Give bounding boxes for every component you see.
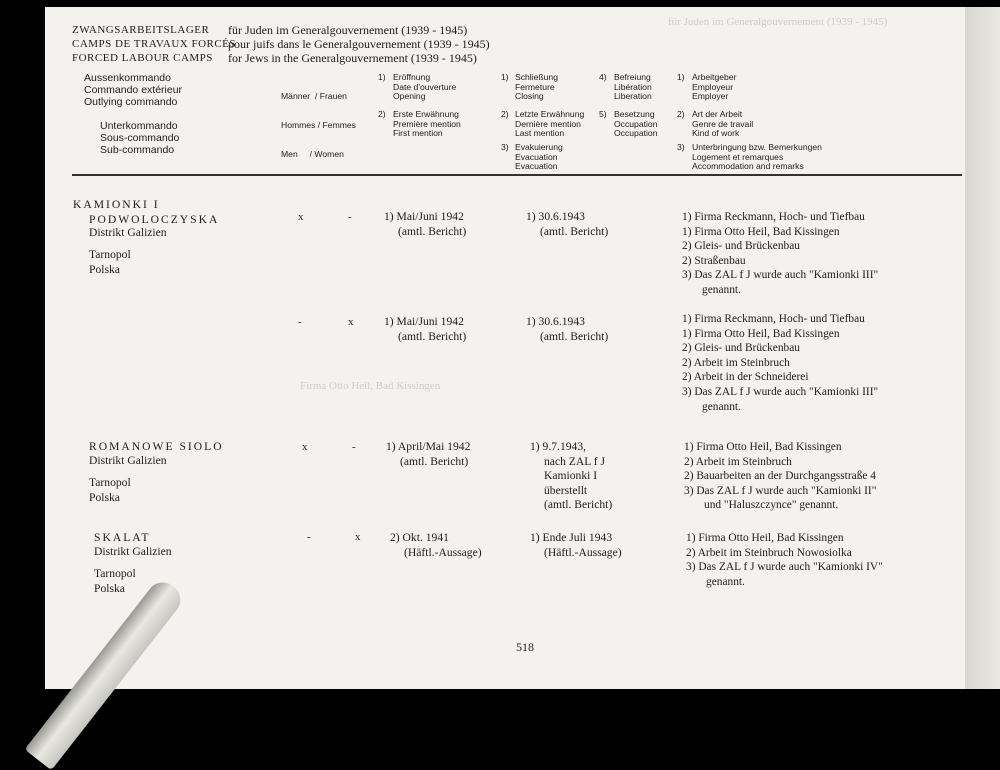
bleed-through-text: für Juden im Generalgouvernement (1939 - 1945) — [668, 16, 888, 28]
place-line: Tarnopol — [89, 248, 131, 261]
place — [89, 476, 131, 505]
closing-line: überstellt — [544, 483, 588, 497]
opening-date — [386, 440, 470, 469]
label-de: Schließung — [515, 72, 558, 82]
employer-remarks — [682, 210, 878, 298]
subtitle-en: for Jews in the Generalgouvernement (1939 - 1945) — [228, 51, 477, 65]
district: Distrikt Galizien — [89, 226, 167, 239]
label-en: Employer — [692, 91, 729, 102]
header-evacuation — [501, 142, 563, 172]
employer-line: 3) Das ZAL f J wurde auch "Kamionki III" — [682, 269, 879, 282]
opening-date — [384, 315, 466, 344]
employer-line: 2) Bauarbeiten an der Durchgangsstraße 4 — [684, 470, 876, 483]
employer-line: 1) Firma Otto Heil, Bad Kissingen — [684, 441, 842, 453]
employer-line: 1) Firma Reckmann, Hoch- und Tiefbau — [682, 313, 865, 325]
page-number: 518 — [516, 640, 534, 654]
employer-line: 1) Firma Otto Heil, Bad Kissingen — [682, 225, 840, 238]
label-fr: Dernière mention — [515, 118, 581, 129]
label-fr: Logement et remarques — [692, 151, 784, 162]
employer-line: 3) Das ZAL f J wurde auch "Kamionki II" — [684, 484, 877, 497]
district: Distrikt Galizien — [94, 545, 172, 558]
label-fr: Fermeture — [515, 81, 555, 92]
employer-line: genannt. — [702, 400, 741, 413]
subtitle-de: für Juden im Generalgouvernement (1939 - 1945) — [228, 23, 468, 37]
men-marker: - — [298, 316, 302, 328]
header-divider — [72, 174, 962, 176]
column-number: 3) — [501, 142, 509, 152]
title-fr: CAMPS DE TRAVAUX FORCÉS — [72, 38, 237, 50]
label-fr: Commando extérieur — [84, 84, 183, 96]
employer-remarks — [686, 531, 883, 589]
closing-line: (amtl. Bericht) — [544, 498, 613, 512]
closing-line: (Häftl.-Aussage) — [544, 545, 622, 559]
closing-line: (amtl. Bericht) — [540, 224, 609, 238]
column-number: 2) — [378, 109, 386, 119]
label-en: Closing — [515, 91, 544, 102]
header-closing — [501, 72, 558, 102]
header-gender — [281, 73, 356, 169]
employer-line: 1) Firma Reckmann, Hoch- und Tiefbau — [682, 211, 865, 223]
closing-line: nach ZAL f J — [544, 454, 606, 468]
column-number: 2) — [677, 109, 685, 119]
label-de: Eröffnung — [393, 72, 431, 82]
opening-date — [390, 531, 482, 560]
women-marker: x — [348, 316, 354, 328]
header-liberation — [599, 72, 652, 102]
label-de: Befreiung — [614, 72, 651, 82]
employer-line: 3) Das ZAL f J wurde auch "Kamionki III" — [682, 385, 879, 398]
opening-line: 1) Mai/Juni 1942 — [384, 210, 464, 223]
label-en: Men / Women — [281, 148, 344, 159]
label-fr: Sous-commando — [100, 132, 180, 144]
title-de: ZWANGSARBEITSLAGER — [72, 24, 210, 36]
women-marker: - — [352, 441, 356, 453]
district: Distrikt Galizien — [89, 454, 167, 467]
men-marker: x — [298, 211, 304, 223]
employer-remarks — [682, 312, 878, 414]
label-fr: Genre de travail — [692, 118, 754, 129]
closing-line: 1) 30.6.1943 — [526, 315, 585, 328]
employer-line: 3) Das ZAL f J wurde auch "Kamionki IV" — [686, 561, 883, 574]
label-fr: Occupation — [614, 118, 658, 129]
header-first-mention — [378, 109, 461, 139]
camp-name: SKALAT — [94, 531, 151, 544]
closing-line: (amtl. Bericht) — [540, 329, 609, 343]
place-line: Polska — [89, 262, 120, 276]
bleed-through-text: Firma Otto Heil, Bad Kissingen — [300, 380, 441, 392]
employer-remarks — [684, 440, 876, 513]
column-number: 1) — [378, 72, 386, 82]
label-de: Letzte Erwähnung — [515, 109, 585, 119]
column-number: 2) — [501, 109, 509, 119]
closing-line: 1) 30.6.1943 — [526, 210, 585, 223]
header-remarks — [677, 142, 822, 172]
place-line: Polska — [89, 490, 120, 504]
column-number: 3) — [677, 142, 685, 152]
label-de: Aussenkommando — [84, 72, 171, 84]
employer-line: 2) Straßenbau — [682, 254, 746, 267]
label-en: Sub-commando — [100, 144, 175, 156]
label-fr: Date d'ouverture — [393, 81, 457, 92]
opening-date — [384, 210, 466, 239]
opening-line: 1) April/Mai 1942 — [386, 440, 471, 453]
column-number: 1) — [501, 72, 509, 82]
camp-name — [73, 198, 219, 227]
opening-line: (amtl. Bericht) — [400, 454, 469, 468]
men-marker: x — [302, 441, 308, 453]
place-line: Tarnopol — [94, 567, 136, 580]
label-de: Unterbringung bzw. Bemerkungen — [692, 142, 822, 152]
closing-date — [530, 531, 622, 560]
label-en: Outlying commando — [84, 96, 178, 108]
camp-subtitle — [228, 23, 490, 65]
header-sub-commando — [100, 120, 179, 156]
men-marker: - — [307, 531, 311, 543]
closing-date — [530, 440, 612, 513]
employer-line: 1) Firma Otto Heil, Bad Kissingen — [686, 532, 844, 544]
employer-line: 1) Firma Otto Heil, Bad Kissingen — [682, 327, 840, 340]
label-de: Unterkommando — [100, 120, 178, 132]
column-number: 5) — [599, 109, 607, 119]
camp-name-line: KAMIONKI I — [73, 198, 160, 211]
label-de: Art der Arbeit — [692, 109, 743, 119]
header-last-mention — [501, 109, 585, 139]
place-line: Tarnopol — [89, 476, 131, 489]
place — [89, 248, 131, 277]
employer-line: genannt. — [702, 283, 741, 296]
camp-name: ROMANOWE SIOLO — [89, 440, 224, 453]
place-line: Polska — [94, 581, 125, 595]
header-opening — [378, 72, 457, 102]
header-occupation — [599, 109, 658, 139]
label-de: Evakuierung — [515, 142, 563, 152]
camp-name-line: PODWOLOCZYSKA — [89, 212, 220, 226]
label-fr: Employeur — [692, 81, 734, 92]
label-en: Accommodation and remarks — [692, 161, 804, 172]
book-spine — [965, 7, 1000, 689]
header-outlying-commando — [84, 72, 182, 108]
employer-line: 2) Gleis- und Brückenbau — [682, 342, 800, 355]
label-de: Männer / Frauen — [281, 91, 347, 102]
employer-line: 2) Arbeit im Steinbruch — [684, 455, 792, 468]
opening-line: (amtl. Bericht) — [398, 329, 467, 343]
label-de: Arbeitgeber — [692, 72, 737, 82]
label-en: Opening — [393, 91, 426, 102]
title-en: FORCED LABOUR CAMPS — [72, 52, 213, 64]
women-marker: x — [355, 531, 361, 543]
employer-line: und "Haluszczynce" genannt. — [704, 499, 839, 512]
opening-line: 1) Mai/Juni 1942 — [384, 315, 464, 328]
header-employer — [677, 72, 737, 102]
label-de: Erste Erwähnung — [393, 109, 459, 119]
label-fr: Libération — [614, 81, 652, 92]
closing-line: 1) Ende Juli 1943 — [530, 531, 613, 544]
label-en: Evacuation — [515, 161, 558, 172]
opening-line: 2) Okt. 1941 — [390, 531, 449, 544]
column-number: 4) — [599, 72, 607, 82]
closing-date — [526, 210, 608, 239]
label-fr: Hommes / Femmes — [281, 119, 356, 130]
employer-line: 2) Arbeit im Steinbruch Nowosiolka — [686, 546, 852, 559]
closing-date — [526, 315, 608, 344]
label-fr: Première mention — [393, 118, 461, 129]
column-number: 1) — [677, 72, 685, 82]
label-de: Besetzung — [614, 109, 655, 119]
closing-line: 1) 9.7.1943, — [530, 440, 587, 453]
label-en: Last mention — [515, 128, 565, 139]
label-en: Kind of work — [692, 128, 740, 139]
employer-line: 2) Gleis- und Brückenbau — [682, 240, 800, 253]
closing-line: Kamionki I — [544, 469, 598, 483]
place — [94, 567, 136, 596]
label-fr: Evacuation — [515, 151, 558, 162]
employer-line: 2) Arbeit im Steinbruch — [682, 356, 790, 369]
header-kind-of-work — [677, 109, 754, 139]
label-en: First mention — [393, 128, 443, 139]
employer-line: 2) Arbeit in der Schneiderei — [682, 371, 809, 384]
subtitle-fr: pour juifs dans le Generalgouvernement (1939 - 1945) — [228, 37, 490, 51]
opening-line: (Häftl.-Aussage) — [404, 545, 482, 559]
label-en: Occupation — [614, 128, 658, 139]
camp-type-title — [72, 23, 236, 65]
employer-line: genannt. — [706, 575, 745, 588]
label-en: Liberation — [614, 91, 652, 102]
opening-line: (amtl. Bericht) — [398, 224, 467, 238]
women-marker: - — [348, 211, 352, 223]
